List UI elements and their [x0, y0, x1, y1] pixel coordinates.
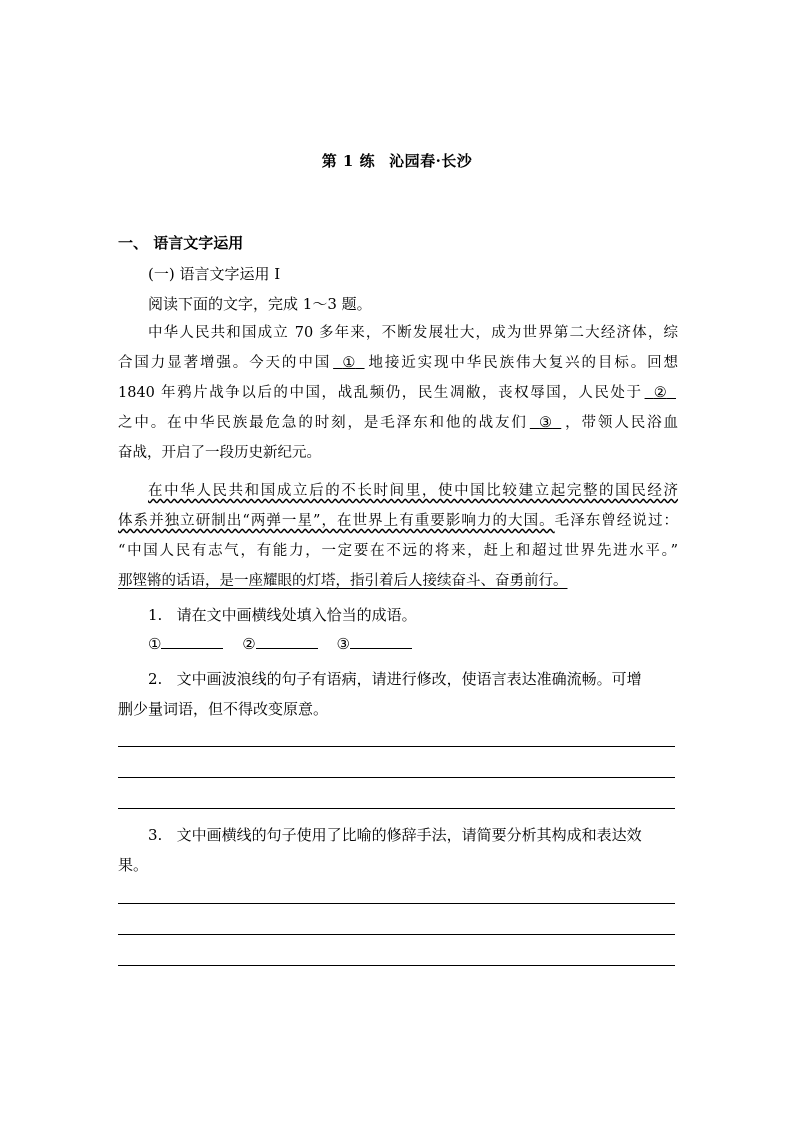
passage-line: 中华人民共和国成立 70 多年来，不断发展壮大，成为世界第二大经济体，综	[148, 325, 678, 341]
question-number: 3.	[148, 826, 163, 844]
answer-slot-2[interactable]: ②	[242, 634, 317, 653]
wavy-sentence-end: 体系并独立研制出“两弹一星”，在世界上有重要影响力的大国。	[118, 513, 555, 529]
question-1	[118, 600, 678, 630]
answer-line[interactable]	[118, 965, 675, 966]
answer-line[interactable]	[118, 808, 675, 809]
passage-line: 合国力显著增强。今天的中国 ① 地接近实现中华民族伟大复兴的目标。回想	[118, 348, 678, 378]
passage-paragraph-2	[118, 476, 678, 596]
passage-line: 体系并独立研制出“两弹一星”，在世界上有重要影响力的大国。毛泽东曾经说过：	[118, 513, 678, 529]
answer-slot-3[interactable]: ③	[336, 634, 411, 653]
question-text-cont: 删少量词语，但不得改变原意。	[118, 700, 329, 718]
blank-2[interactable]: ②	[653, 385, 667, 401]
question-number: 2.	[148, 670, 163, 688]
reading-instruction: 阅读下面的文字，完成 1～3 题。	[148, 295, 372, 313]
answer-line[interactable]	[118, 934, 675, 935]
question-text-cont: 果。	[118, 856, 149, 874]
answer-line[interactable]	[118, 777, 675, 778]
passage-line: “中国人民有志气，有能力，一定要在不远的将来，赶上和超过世界先进水平。”	[118, 543, 678, 559]
poem-title: 沁园春·长沙	[389, 152, 473, 170]
page-title	[0, 150, 794, 171]
blank-3[interactable]: ③	[539, 415, 553, 431]
question-text: 文中画横线的句子使用了比喻的修辞手法，请简要分析其构成和表达效	[176, 826, 642, 844]
underlined-sentence-line: 那铿锵的话语，是一座耀眼的灯塔，指引着后人接续奋斗、奋勇前行。	[118, 573, 568, 589]
subsection-heading: (一) 语言文字运用 I	[148, 265, 281, 283]
question-text: 请在文中画横线处填入恰当的成语。	[176, 606, 417, 624]
answer-slots	[148, 634, 426, 653]
answer-line[interactable]	[118, 746, 675, 747]
section-heading: 一、 语言文字运用	[118, 234, 244, 252]
answer-line[interactable]	[118, 903, 675, 904]
question-3	[118, 820, 678, 880]
question-text: 文中画波浪线的句子有语病，请进行修改，使语言表达准确流畅。可增	[176, 670, 642, 688]
passage-paragraph-1	[118, 318, 678, 468]
passage-line: 奋战，开启了一段历史新纪元。	[118, 445, 321, 461]
passage-line: 之中。在中华民族最危急的时刻，是毛泽东和他的战友们 ③ ，带领人民浴血	[118, 408, 678, 438]
wavy-sentence-line: 在中华人民共和国成立后的不长时间里，使中国比较建立起完整的国民经济	[148, 483, 678, 499]
blank-1[interactable]: ①	[342, 355, 356, 371]
passage-line: 1840 年鸦片战争以后的中国，战乱频仍，民生凋敝，丧权辱国，人民处于 ②	[118, 378, 678, 408]
answer-slot-1[interactable]: ①	[148, 634, 223, 653]
question-number: 1.	[148, 606, 163, 624]
lesson-number: 第 1 练	[321, 152, 376, 170]
question-2	[118, 664, 678, 724]
